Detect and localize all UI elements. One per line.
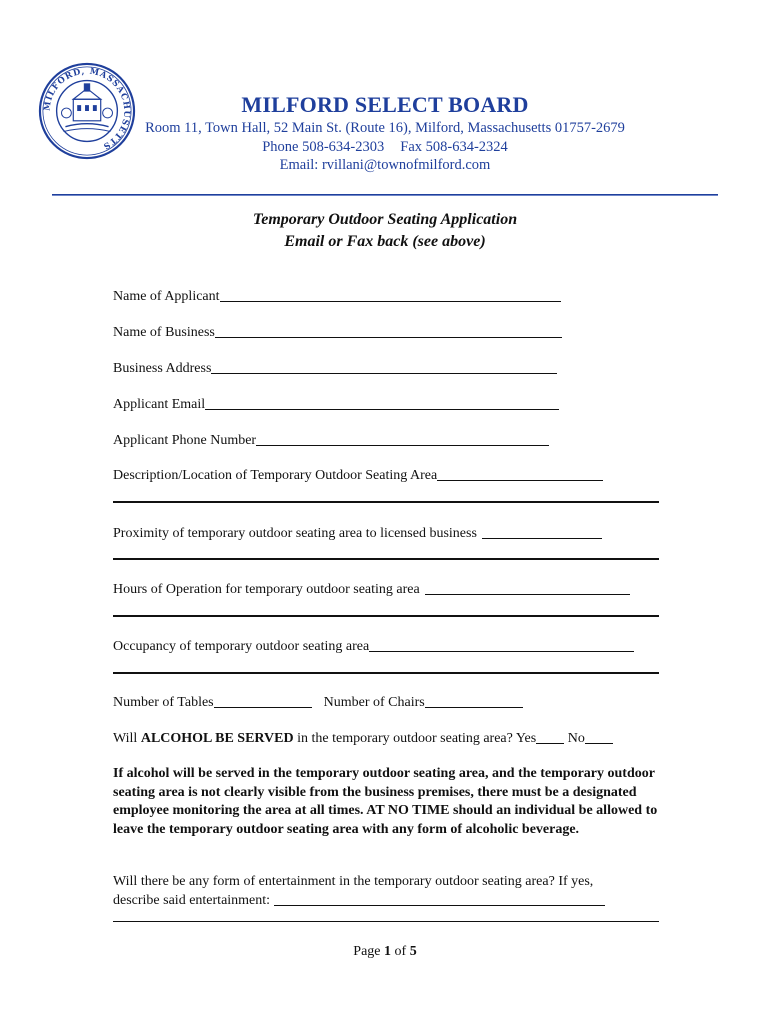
field-business-address[interactable]	[113, 359, 557, 377]
field-applicant-name[interactable]	[113, 287, 561, 305]
no-label: No	[564, 731, 585, 746]
tables-blank[interactable]	[214, 693, 312, 708]
occupancy-blank[interactable]	[369, 637, 634, 652]
field-proximity[interactable]	[113, 524, 602, 542]
fax-number: Fax 508-634-2324	[400, 139, 508, 155]
field-applicant-email[interactable]	[113, 395, 559, 413]
form-title: Temporary Outdoor Seating Application	[252, 211, 518, 228]
field-tables-chairs[interactable]	[113, 693, 523, 711]
field-hours[interactable]	[113, 580, 630, 598]
alcohol-no-blank[interactable]	[585, 729, 613, 744]
field-label: Occupancy of temporary outdoor seating area	[113, 639, 370, 654]
applicant-email-blank[interactable]	[205, 395, 559, 410]
field-label: Description/Location of Temporary Outdoor Seating Area	[113, 468, 438, 483]
address-line: Room 11, Town Hall, 52 Main St. (Route 16), Milford, Massachusetts 01757-2679	[145, 120, 625, 136]
page-current: 1	[384, 944, 392, 959]
field-business-name[interactable]	[113, 323, 562, 341]
field-occupancy[interactable]	[113, 637, 634, 655]
entertainment-question: Will there be any form of entertainment in the temporary outdoor seating area? If yes,	[113, 874, 594, 889]
email-line: Email: rvillani@townofmilford.com	[279, 157, 491, 173]
chairs-blank[interactable]	[425, 693, 523, 708]
question-suffix: in the temporary outdoor seating area? Yes	[293, 731, 537, 746]
phone-number: Phone 508-634-2303	[262, 139, 385, 155]
field-label: Proximity of temporary outdoor seating area to licensed business	[113, 526, 477, 541]
field-label: describe said entertainment:	[113, 893, 274, 908]
applicant-phone-blank[interactable]	[256, 431, 549, 446]
entertainment-blank[interactable]	[274, 891, 605, 906]
field-label: Number of Tables	[113, 695, 214, 710]
answer-line[interactable]	[113, 501, 659, 503]
field-label: Number of Chairs	[323, 695, 425, 710]
page-word: Page	[353, 944, 385, 959]
answer-line[interactable]	[113, 558, 659, 560]
answer-line[interactable]	[113, 672, 659, 674]
hours-blank[interactable]	[425, 580, 630, 595]
business-name-blank[interactable]	[215, 323, 562, 338]
phone-fax-line	[0, 139, 770, 156]
applicant-name-blank[interactable]	[220, 287, 561, 302]
field-entertainment[interactable]	[113, 891, 605, 909]
alcohol-question	[113, 729, 613, 747]
field-label: Business Address	[113, 361, 212, 376]
field-applicant-phone[interactable]	[113, 431, 549, 449]
field-label: Applicant Email	[113, 397, 206, 412]
answer-line[interactable]	[113, 921, 659, 922]
svg-text:MILFORD, MASSACHUSETTS: MILFORD, MASSACHUSETTS	[41, 65, 133, 153]
business-address-blank[interactable]	[211, 359, 557, 374]
answer-line[interactable]	[113, 615, 659, 617]
page-number	[0, 944, 770, 960]
header-divider	[52, 194, 718, 195]
question-prefix: Will	[113, 731, 141, 746]
organization-title: MILFORD SELECT BOARD	[241, 92, 529, 117]
field-label: Name of Applicant	[113, 289, 220, 304]
proximity-blank[interactable]	[482, 524, 602, 539]
field-label: Hours of Operation for temporary outdoor seating area	[113, 582, 420, 597]
page-of: of	[391, 944, 410, 959]
field-label: Applicant Phone Number	[113, 433, 257, 448]
description-location-blank[interactable]	[437, 466, 603, 481]
field-description-location[interactable]	[113, 466, 603, 484]
field-label: Name of Business	[113, 325, 215, 340]
alcohol-notice: If alcohol will be served in the temporary outdoor seating area, and the temporary outdoor seating area is not clearly visible from the business premises, there must be a designated employee monitoring the area at all times. AT NO TIME should an individual be allowed to leave the temporary outdoor seating area with any form of alcoholic beverage.	[113, 766, 658, 837]
alcohol-yes-blank[interactable]	[536, 729, 564, 744]
page-total: 5	[409, 944, 417, 959]
question-emphasis: ALCOHOL BE SERVED	[140, 731, 294, 746]
form-subtitle: Email or Fax back (see above)	[284, 233, 486, 250]
